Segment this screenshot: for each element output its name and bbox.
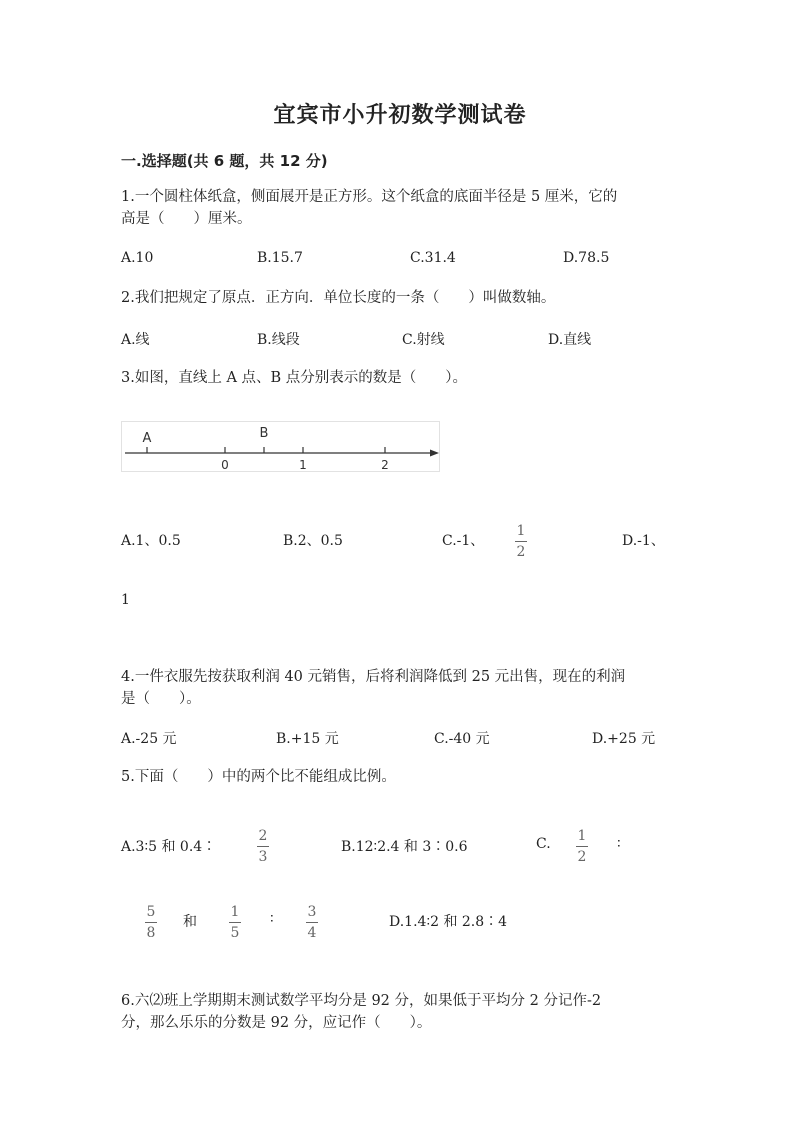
section-heading: 一.选择题(共 6 题，共 12 分) [121,152,328,170]
question-5-colon-1: ∶ [617,836,621,852]
question-5-fraction-5-8 [145,904,157,941]
fraction-bar [576,846,588,847]
question-4-option-d: D.+25 元 [592,731,656,747]
question-4-line-1: 4.一件衣服先按获取利润 40 元销售，后将利润降低到 25 元出售，现在的利润 [121,669,626,685]
question-5-option-c: C. [536,836,551,852]
question-1-line-2: 高是（ ）厘米。 [121,211,252,227]
question-5-option-c-fraction [576,828,588,865]
page-title: 宜宾市小升初数学测试卷 [273,103,527,128]
question-1-option-d: D.78.5 [563,250,610,266]
fraction-bar [145,922,157,923]
figure-border [122,422,440,472]
question-5-colon-2: ∶ [270,911,274,927]
fraction-denominator: 4 [307,925,317,941]
question-3-line-1: 3.如图，直线上 A 点、B 点分别表示的数是（ ）。 [121,370,468,386]
fraction-denominator: 3 [258,849,268,865]
fraction-numerator: 1 [577,828,587,844]
question-4-option-a: A.-25 元 [121,731,177,747]
fraction-bar [306,922,318,923]
question-5-option-b: B.12∶2.4 和 3∶0.6 [341,839,468,855]
question-6-line-1: 6.六⑵班上学期期末测试数学平均分是 92 分，如果低于平均分 2 分记作-2 [121,993,602,1009]
fraction-denominator: 8 [146,925,156,941]
tick-label-2: 2 [381,458,389,472]
question-4-line-2: 是（ ）。 [121,691,201,707]
question-5-option-a-fraction [257,828,269,865]
fraction-numerator: 2 [258,828,268,844]
point-b-label: B [259,426,269,441]
question-3-option-c-fraction [515,523,527,560]
question-5-option-a: A.3∶5 和 0.4∶ [121,839,217,855]
fraction-denominator: 2 [516,544,526,560]
question-3-option-d-continued: 1 [121,592,130,608]
question-3-option-d: D.-1、 [622,533,665,549]
question-5-line-1: 5.下面（ ）中的两个比不能组成比例。 [121,769,396,785]
fraction-numerator: 1 [516,523,526,539]
number-line-arrow [430,450,439,457]
question-2-option-a: A.线 [121,332,150,348]
question-2-option-c: C.射线 [402,332,445,348]
question-3-option-a: A.1、0.5 [121,533,181,549]
question-5-and-word: 和 [183,914,197,930]
question-6-line-2: 分，那么乐乐的分数是 92 分，应记作（ ）。 [121,1015,432,1031]
question-5-option-d: D.1.4∶2 和 2.8∶4 [389,914,508,930]
fraction-bar [229,922,241,923]
question-5-fraction-3-4 [306,904,318,941]
tick-label-1: 1 [299,458,307,472]
question-1-line-1: 1.一个圆柱体纸盒，侧面展开是正方形。这个纸盒的底面半径是 5 厘米，它的 [121,189,618,205]
question-4-option-c: C.-40 元 [434,731,490,747]
question-1-option-b: B.15.7 [257,250,303,266]
fraction-bar [515,541,527,542]
question-3-option-c: C.-1、 [442,533,485,549]
question-1-option-c: C.31.4 [410,250,456,266]
question-4-option-b: B.+15 元 [276,731,339,747]
question-2-line-1: 2.我们把规定了原点．正方向．单位长度的一条（ ）叫做数轴。 [121,290,556,306]
fraction-numerator: 5 [146,904,156,920]
question-5-fraction-1-5 [229,904,241,941]
question-1-option-a: A.10 [121,250,154,266]
fraction-denominator: 5 [230,925,240,941]
point-a-label: A [142,431,152,446]
fraction-numerator: 1 [230,904,240,920]
tick-label-0: 0 [221,458,229,472]
fraction-denominator: 2 [577,849,587,865]
question-2-option-b: B.线段 [257,332,300,348]
question-3-option-b: B.2、0.5 [283,533,343,549]
question-2-option-d: D.直线 [548,332,592,348]
fraction-bar [257,846,269,847]
number-line-figure [121,421,443,473]
fraction-numerator: 3 [307,904,317,920]
